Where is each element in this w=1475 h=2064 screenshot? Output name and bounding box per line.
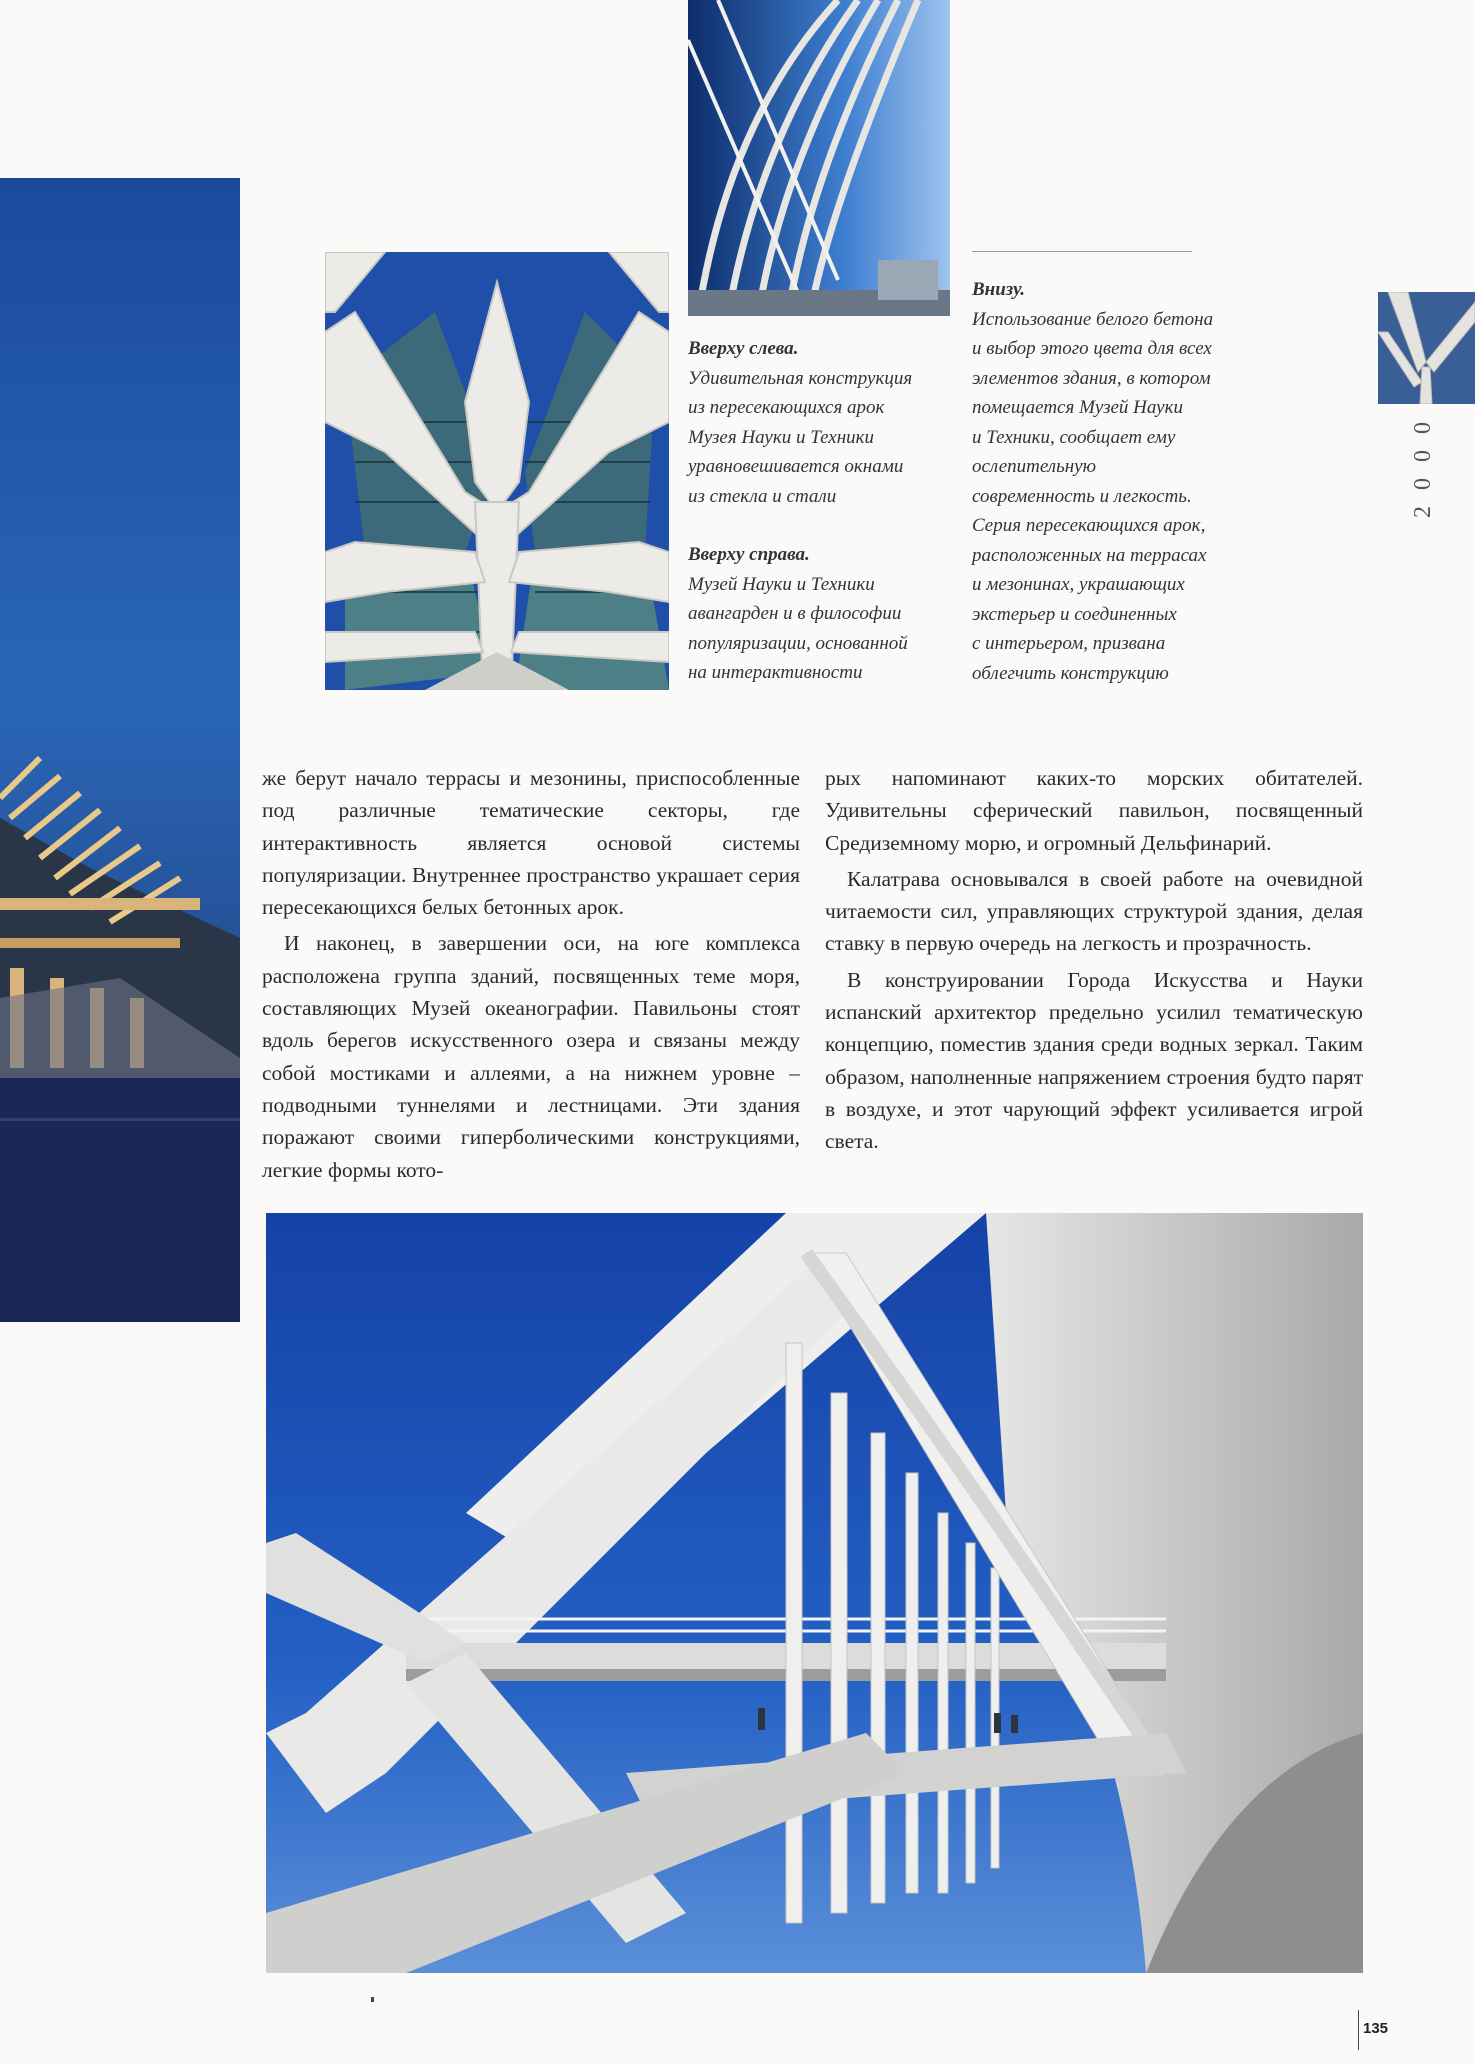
photo-arches-glass: [325, 252, 669, 690]
print-dot: [371, 1997, 374, 2002]
caption-text-bottom: Использование белого бетона и выбор этого цвета для всех элементов здания, в котором помещается Музей Науки и Техники, сообщает ему ослепительную современность и легкость. Серия пересекающихся арок, расположенных на террасах и мезонинах, украшающих экстерьер и соединенных с интерьером, призвана облегчить конструкцию: [972, 308, 1214, 684]
caption-text-top-left: Удивительная конструкция из пересекающихся арок Музея Науки и Техники уравновешивается окнами из стекла и стали: [688, 367, 913, 507]
page-number-rule: [1358, 2010, 1359, 2050]
body-paragraph: рых напоминают каких-то морских обитателей. Удивительны сферический павильон, посвященный Средиземному морю, и огромный Дельфинарий.: [825, 766, 1363, 855]
caption-divider: [972, 251, 1192, 252]
year-label: 2000: [1410, 406, 1436, 518]
photo-corridor: [688, 0, 950, 316]
body-column-right: [825, 762, 1363, 1158]
body-paragraph: И наконец, в завершении оси, на юге комплекса расположена группа зданий, посвященных теме моря, составляющих Музей океанографии. Павильоны стоят вдоль берегов искусственного озера и связаны между собой мостиками и аллеями, а на нижнем уровне – подводными туннелями и лестницами. Эти здания поражают своими гиперболическими конструкциями, легкие формы кото-: [262, 931, 800, 1182]
caption-heading-bottom: Внизу.: [972, 279, 1026, 300]
caption-heading-top-right: Вверху справа.: [688, 544, 810, 565]
left-strip-photo: [0, 178, 240, 1322]
caption-left: [688, 334, 948, 688]
caption-right: [972, 275, 1262, 688]
body-paragraph: же берут начало террасы и мезонины, приспособленные под различные тематические секторы, где интерактивность является основой системы популяризации. Внутреннее пространство украшает серия пересекающихся белых бетонных арок.: [262, 766, 800, 920]
body-paragraph: В конструировании Города Искусства и Науки испанский архитектор предельно усилил тематическую концепцию, поместив здания среди водных зеркал. Таким образом, наполненные напряжением строения будто парят в воздухе, и этот чарующий эффект усиливается игрой света.: [825, 967, 1363, 1154]
caption-text-top-right: Музей Науки и Техники авангарден и в философии популяризации, основанной на интерактивности: [688, 573, 908, 683]
page-number: 135: [1363, 2020, 1389, 2037]
body-column-left: [262, 762, 800, 1186]
caption-heading-top-left: Вверху слева.: [688, 338, 799, 359]
photo-bridge-arches: [266, 1213, 1363, 1973]
year-thumbnail: [1378, 292, 1475, 404]
body-paragraph: Калатрава основывался в своей работе на очевидной читаемости сил, управляющих структурой здания, делая ставку в первую очередь на легкость и прозрачность.: [825, 866, 1363, 956]
